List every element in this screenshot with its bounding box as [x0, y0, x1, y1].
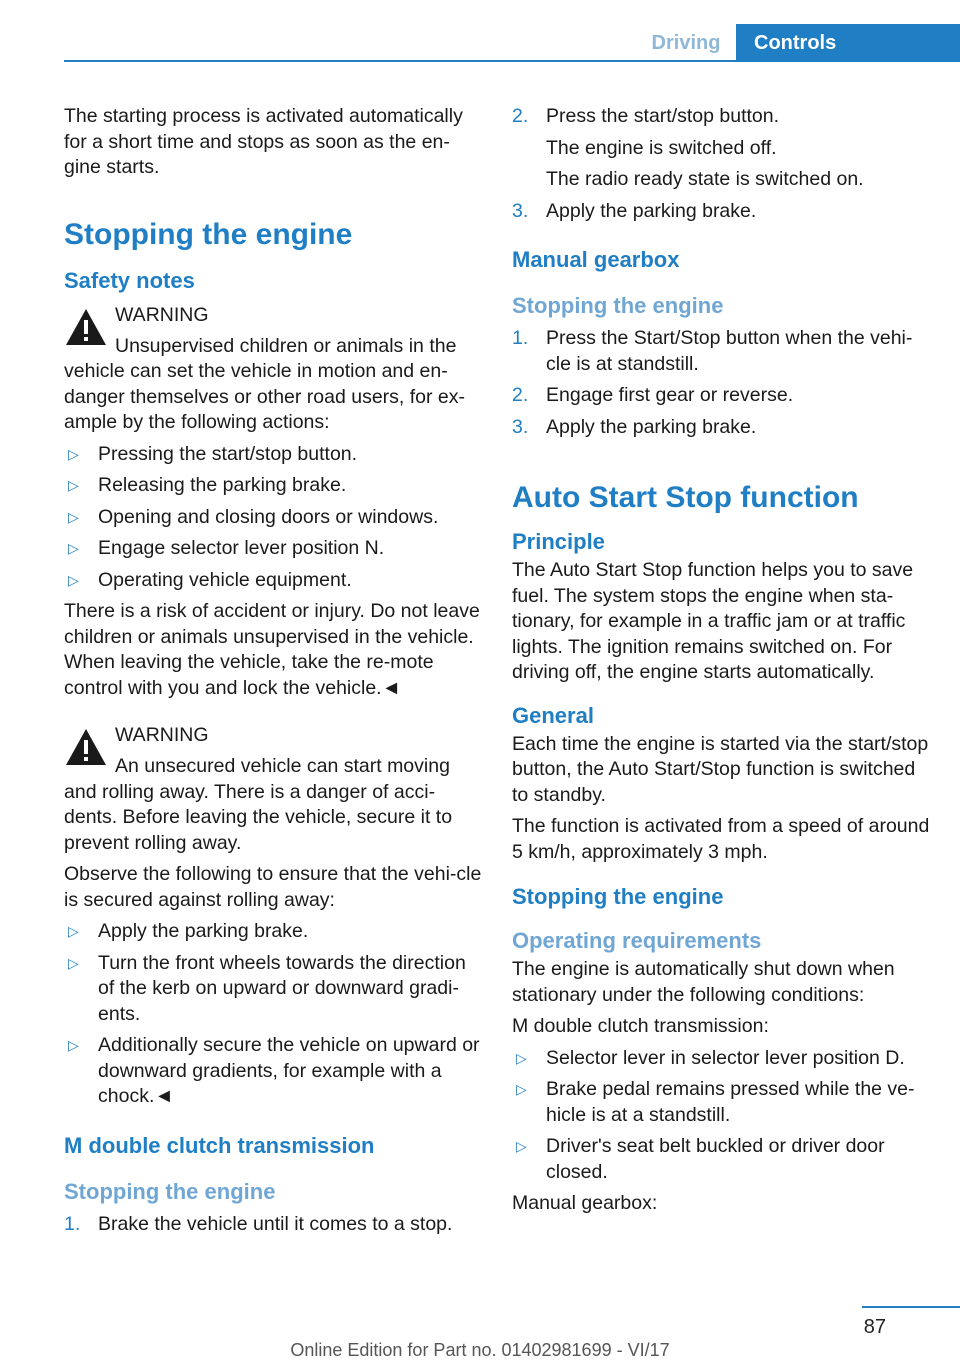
tab-controls[interactable]: Controls — [736, 24, 960, 62]
heading-auto-start-stop: Auto Start Stop function — [512, 481, 859, 514]
right-column — [512, 104, 932, 1223]
warning-triangle-icon — [64, 307, 108, 347]
heading-stopping-engine-manual: Stopping the engine — [512, 293, 724, 318]
warning-triangle-icon — [64, 727, 108, 767]
bullet-triangle-icon: ▷ — [68, 923, 79, 939]
step-item: 2. Press the start/stop button. — [512, 105, 780, 127]
step-item: 1. Brake the vehicle until it comes to a stop. — [64, 1212, 453, 1235]
heading-operating-requirements: Operating requirements — [512, 928, 762, 953]
list-item: ▷ Operating vehicle equipment. — [64, 568, 482, 594]
list-item: ▷ Releasing the parking brake. — [64, 473, 482, 499]
step-item: 2. Engage first gear or reverse. — [512, 384, 794, 406]
list-item: ▷ Selector lever in selector lever position D. — [512, 1046, 932, 1072]
bullet-triangle-icon: ▷ — [68, 540, 79, 556]
bullet-triangle-icon: ▷ — [68, 954, 79, 971]
bullet-triangle-icon: ▷ — [68, 571, 79, 588]
list-item: ▷ Apply the parking brake. — [64, 919, 482, 945]
left-column — [64, 104, 482, 1243]
tab-driving[interactable]: Driving — [651, 32, 721, 54]
step-item: 3. Apply the parking brake. — [512, 415, 757, 438]
list-item: ▷ Driver's seat belt buckled or driver door closed. — [512, 1134, 932, 1185]
heading-stopping-engine: Stopping the engine — [64, 217, 353, 251]
list-item: ▷ Turn the front wheels towards the direction of the kerb on upward or downward gradi‐ents. — [64, 951, 482, 1028]
header-divider — [64, 60, 960, 62]
edition-footer: Online Edition for Part no. 01402981699 - VI/17 — [290, 1340, 670, 1360]
warning-text: An unsecured vehicle can start moving and rolling away. There is a danger of acci‐dents. Before leaving the vehicle, secure it to prevent rolling away. — [64, 755, 453, 854]
list-item: ▷ Engage selector lever position N. — [64, 536, 482, 562]
bullet-triangle-icon: ▷ — [68, 508, 79, 525]
bullet-triangle-icon: ▷ — [516, 1049, 527, 1066]
heading-principle: Principle — [512, 529, 605, 554]
heading-m-double-clutch: M double clutch transmission — [64, 1132, 375, 1158]
opreq-paragraph: The engine is automatically shut down when stationary under the following conditions: — [512, 958, 895, 1006]
step-result: The engine is switched off. — [546, 136, 777, 159]
list-item: ▷ Additionally secure the vehicle on upward or downward gradients, for example with a chock.◄ — [64, 1033, 482, 1110]
step-item: 1. Press the Start/Stop button when the vehi‐cle is at standstill. — [512, 327, 913, 375]
observe-paragraph: Observe the following to ensure that the vehi‐cle is secured against rolling away: — [64, 863, 482, 911]
heading-stopping-engine-mdct: Stopping the engine — [64, 1178, 276, 1204]
heading-stopping-engine-auto: Stopping the engine — [512, 884, 724, 909]
bullet-triangle-icon: ▷ — [68, 477, 79, 493]
page-number: 87 — [863, 1316, 886, 1338]
manual-gearbox-label: Manual gearbox: — [512, 1192, 658, 1214]
footer-divider — [862, 1306, 960, 1308]
list-item: ▷ Brake pedal remains pressed while the ve‐hicle is at a standstill. — [512, 1077, 932, 1128]
bullet-triangle-icon: ▷ — [516, 1081, 527, 1097]
heading-manual-gearbox: Manual gearbox — [512, 247, 680, 272]
list-item: ▷ Opening and closing doors or windows. — [64, 505, 482, 531]
bullet-triangle-icon: ▷ — [68, 445, 79, 462]
mdct-label: M double clutch transmission: — [512, 1015, 769, 1037]
warning-box-children — [64, 301, 482, 436]
warning-title: WARNING — [115, 724, 209, 746]
warning-text: Unsupervised children or animals in the vehicle can set the vehicle in motion and en‐danger themselves or other road users, for ex‐ample by the following actions: — [64, 334, 466, 433]
bullet-triangle-icon: ▷ — [68, 1037, 79, 1053]
list-item: ▷ Pressing the start/stop button. — [64, 442, 482, 468]
heading-safety-notes: Safety notes — [64, 267, 195, 293]
step-result: The radio ready state is switched on. — [546, 168, 864, 190]
warning-consequence: There is a risk of accident or injury. Do not leave children or animals unsupervised in the vehicle. When leaving the vehicle, take the re‐mote control with you and lock the vehicle.◄ — [64, 600, 480, 699]
general-paragraph: Each time the engine is started via the start/stop button, the Auto Start/Stop function is switched to standby. — [512, 732, 929, 806]
warning-box-rolling — [64, 721, 482, 856]
bullet-triangle-icon: ▷ — [516, 1138, 527, 1154]
principle-paragraph: The Auto Start Stop function helps you to save fuel. The system stops the engine when sta‐tionary, for example in a traffic jam or at traffic lights. The ignition remains switched on. For driving off, the engine starts automatically. — [512, 559, 914, 683]
step-item: 3. Apply the parking brake. — [512, 199, 757, 222]
warning-title: WARNING — [115, 303, 209, 326]
intro-paragraph: The starting process is activated automatically for a short time and stops as soon as the en‐gine starts. — [64, 105, 463, 178]
general-paragraph-speed: The function is activated from a speed of around 5 km/h, approximately 3 mph. — [512, 815, 930, 863]
heading-general: General — [512, 702, 594, 728]
